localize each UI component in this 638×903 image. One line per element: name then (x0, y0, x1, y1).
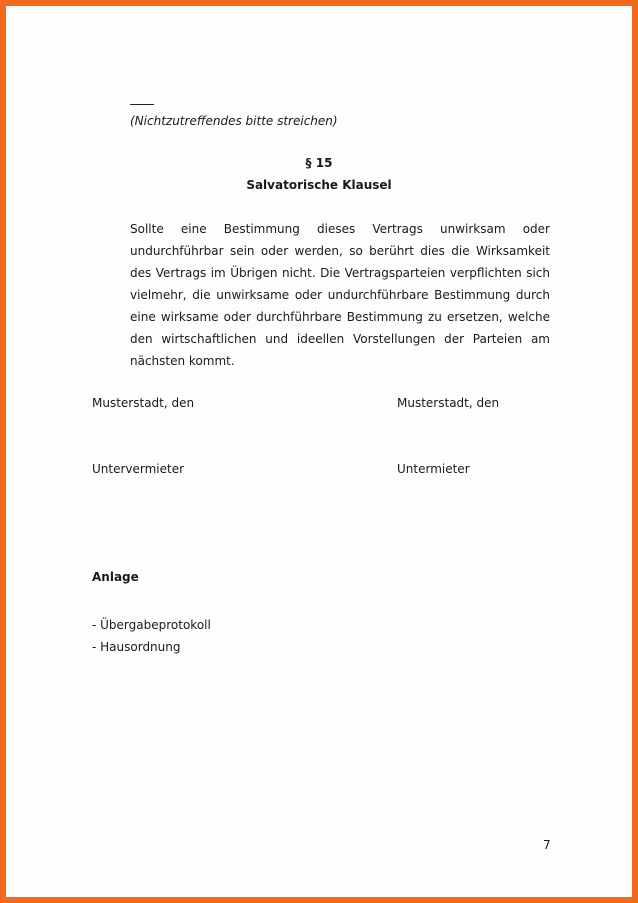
left-place-date: Musterstadt, den (92, 396, 195, 410)
left-signatory-role: Untervermieter (92, 462, 185, 476)
section-number: § 15 (305, 156, 333, 170)
attachments-list (92, 614, 211, 658)
section-body: Sollte eine Bestimmung dieses Vertrags unwirksam oder undurchführbar sein oder werden, so berührt dies die Wirksamkeit des Vertrags im Übrigen nicht. Die Vertragsparteien verpflichten sich vielmehr, die unwirksame oder undurchführbare Bestimmung durch eine wirksame oder durchführbare Bestimmung zu ersetzen, welche den wirtschaftlichen und ideellen Vorstellungen der Parteien am nächsten kommt. (130, 222, 550, 368)
page-number: 7 (543, 838, 551, 852)
footnote-rule (130, 104, 154, 105)
right-place-date: Musterstadt, den (397, 396, 500, 410)
attachment-item: - Hausordnung (92, 640, 181, 654)
attachment-item: - Übergabeprotokoll (92, 618, 211, 632)
strike-note: (Nichtzutreffendes bitte streichen) (130, 114, 338, 128)
section-title: Salvatorische Klausel (246, 178, 392, 192)
attachments-heading: Anlage (92, 570, 139, 584)
right-signatory-role: Untermieter (397, 462, 470, 476)
